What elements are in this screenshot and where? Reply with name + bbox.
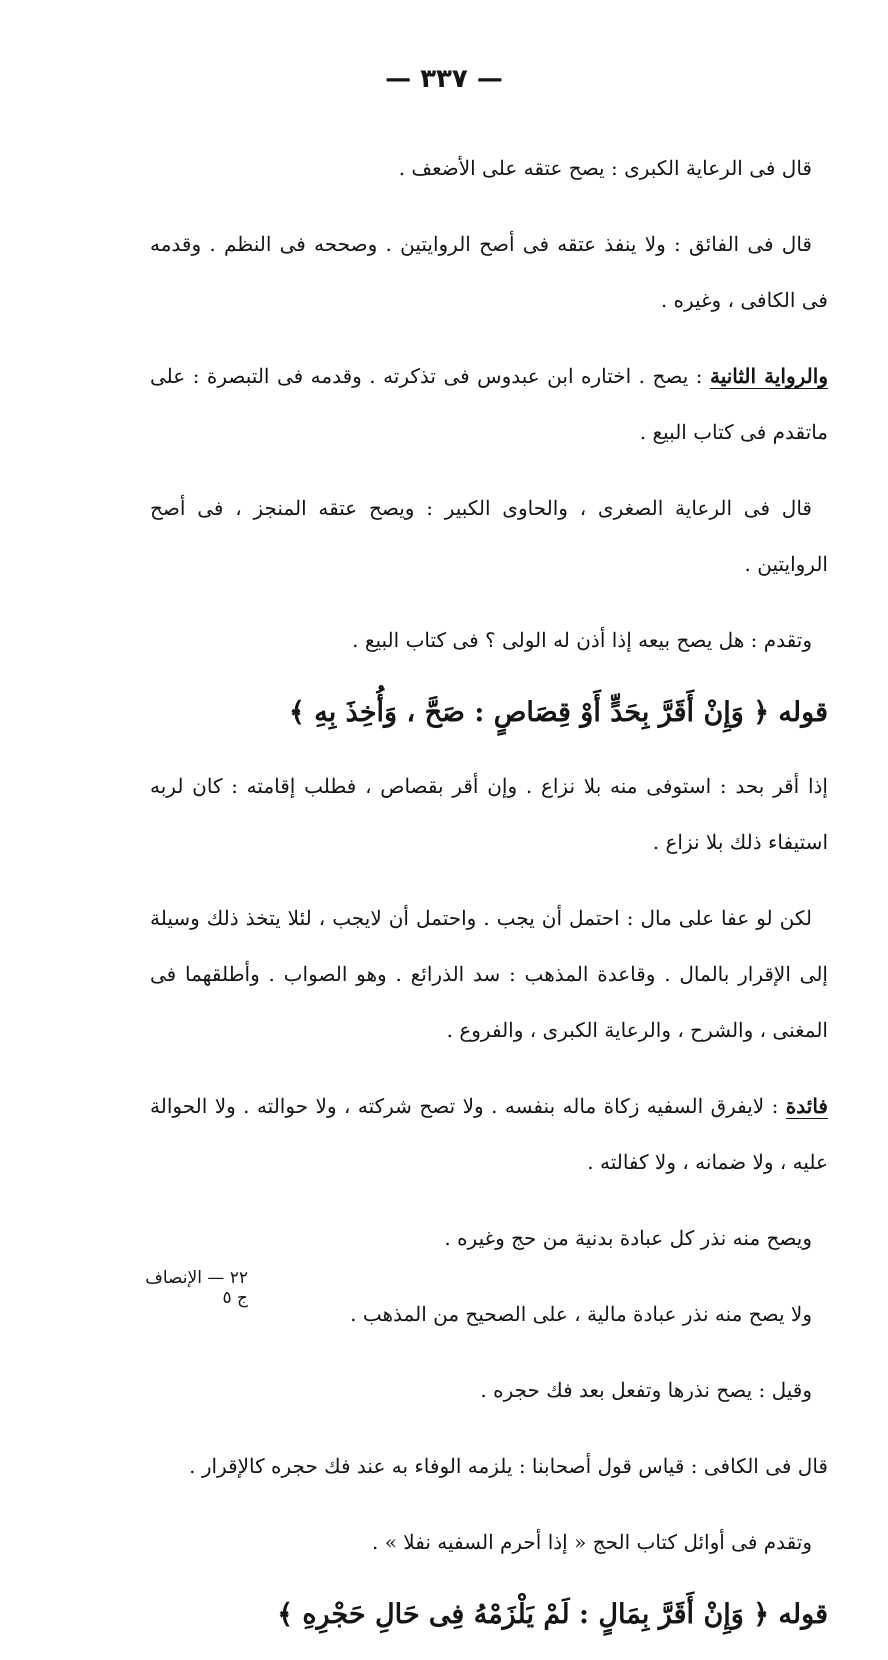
paragraph-lead: والرواية الثانية — [709, 364, 828, 388]
paragraph: لكن لو عفا على مال : احتمل أن يجب . واحتمل أن لايجب ، لئلا يتخذ ذلك وسيلة إلى الإقرار بالمال . وقاعدة المذهب : سد الذرائع . وهو الصواب . وأطلقهما فى المغنى ، والشرح ، والرعاية الكبرى ، والفروع . — [150, 906, 828, 1042]
paragraph: وقيل : يصح نذرها وتفعل بعد فك حجره . — [480, 1378, 812, 1402]
paragraph-text: : يصح . اختاره ابن عبدوس فى تذكرته . وقدمه فى التبصرة : على ماتقدم فى كتاب البيع . — [150, 364, 828, 444]
page-footer: ٢٢ — الإنصاف ج ٥ — [145, 1268, 248, 1308]
paragraph: قال فى الفائق : ولا ينفذ عتقه فى أصح الروايتين . وصححه فى النظم . وقدمه فى الكافى ، وغيره . — [150, 232, 828, 312]
section-heading: قوله ﴿ وَإِنْ أَقَرَّ بِمَالٍ : لَمْ يَلْزَمْهُ فِى حَالِ حَجْرِهِ ﴾ — [277, 1599, 828, 1630]
paragraph: وتقدم فى أوائل كتاب الحج « إذا أحرم السفيه نفلا » . — [372, 1530, 812, 1554]
paragraph-lead: فائدة — [785, 1094, 828, 1118]
paragraph: ولا يصح منه نذر عبادة مالية ، على الصحيح من المذهب . — [350, 1302, 812, 1326]
paragraph — [150, 1078, 828, 1190]
paragraph: ويصح منه نذر كل عبادة بدنية من حج وغيره . — [444, 1226, 812, 1250]
page-number: — ٣٣٧ — — [385, 64, 503, 94]
paragraph: وتقدم : هل يصح بيعه إذا أذن له الولى ؟ فى كتاب البيع . — [352, 628, 812, 652]
paragraph: قال فى الكافى : قياس قول أصحابنا : يلزمه الوفاء به عند فك حجره كالإقرار . — [189, 1454, 828, 1478]
paragraph: قال فى الرعاية الكبرى : يصح عتقه على الأضعف . — [398, 156, 812, 180]
paragraph: إذا أقر بحد : استوفى منه بلا نزاع . وإن أقر بقصاص ، فطلب إقامته : كان لربه استيفاء ذلك بلا نزاع . — [150, 774, 828, 854]
page-body — [150, 140, 828, 1660]
paragraph-text: : لايفرق السفيه زكاة ماله بنفسه . ولا تصح شركته ، ولا حوالته . ولا الحوالة عليه ، ولا ضمانه ، ولا كفالته . — [150, 1094, 828, 1174]
paragraph: قال فى الرعاية الصغرى ، والحاوى الكبير : ويصح عتقه المنجز ، فى أصح الروايتين . — [150, 496, 828, 576]
section-heading: قوله ﴿ وَإِنْ أَقَرَّ بِحَدٍّ أَوْ قِصَاصٍ : صَحَّ ، وَأُخِذَ بِهِ ﴾ — [289, 697, 828, 728]
paragraph — [150, 348, 828, 460]
